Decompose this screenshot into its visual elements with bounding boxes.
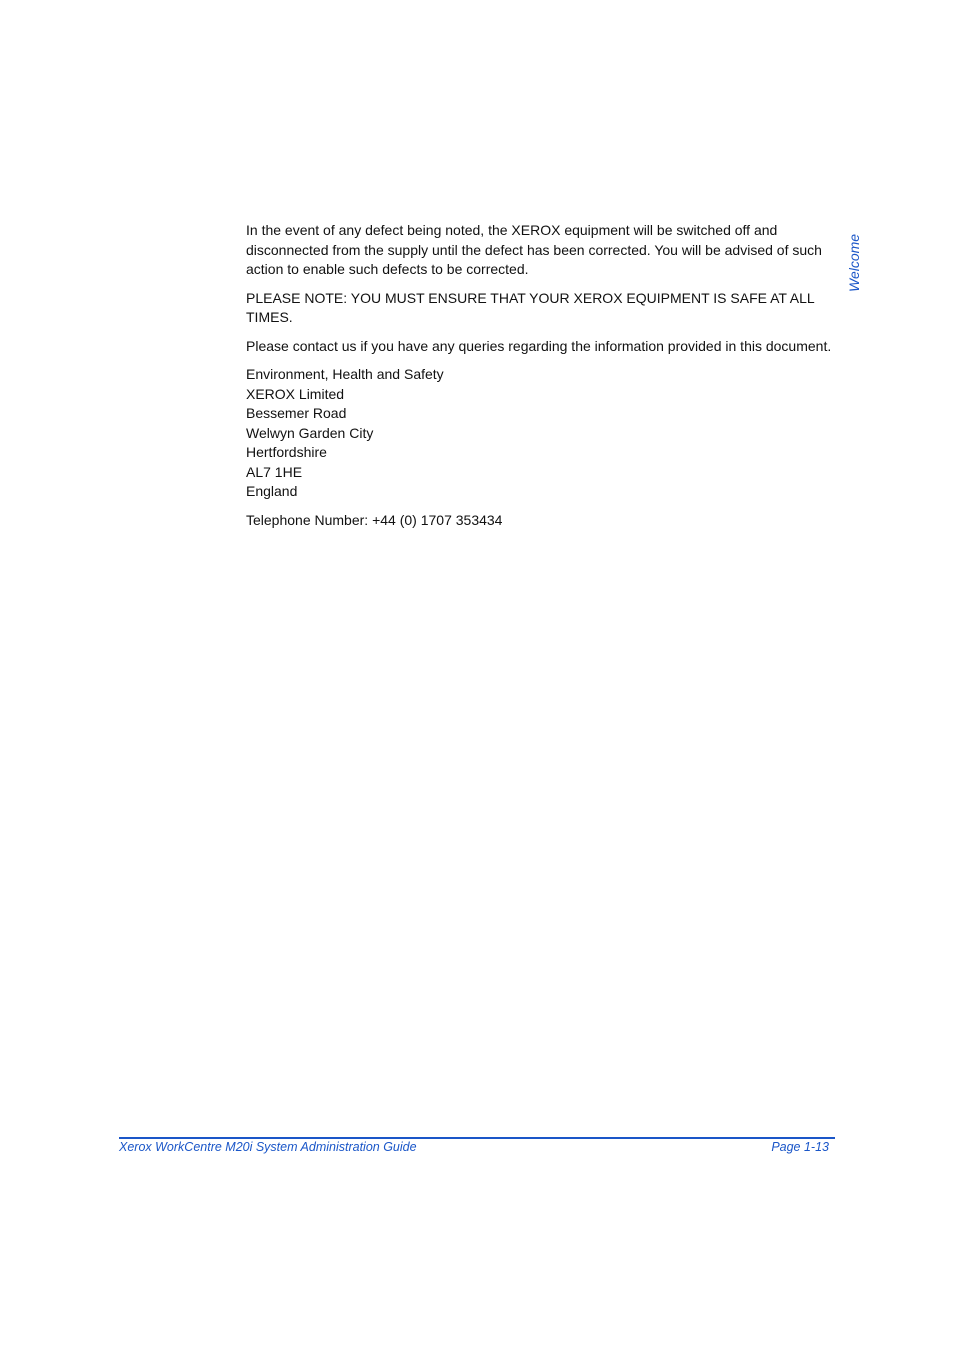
address-line-county: Hertfordshire	[246, 444, 327, 460]
footer-divider	[119, 1137, 835, 1139]
document-body	[246, 221, 838, 539]
telephone-paragraph: Telephone Number: +44 (0) 1707 353434	[246, 511, 503, 528]
address-line-department: Environment, Health and Safety	[246, 366, 444, 382]
side-tab-label: Welcome	[846, 233, 862, 292]
address-line-country: England	[246, 483, 298, 499]
address-line-postcode: AL7 1HE	[246, 463, 303, 480]
safety-note-paragraph: PLEASE NOTE: YOU MUST ENSURE THAT YOUR XEROX EQUIPMENT IS SAFE AT ALL TIMES.	[246, 289, 815, 325]
side-tab	[846, 226, 866, 296]
address-line-company: XEROX Limited	[246, 385, 345, 402]
defect-paragraph: In the event of any defect being noted, the XEROX equipment will be switched off and disconnected from the supply until the defect has been corrected. You will be advised of such action to enable such defects to be corrected.	[246, 222, 822, 277]
footer-guide-title: Xerox WorkCentre M20i System Administration Guide	[119, 1140, 417, 1154]
footer-page-number: Page 1-13	[771, 1140, 829, 1154]
contact-paragraph: Please contact us if you have any queries regarding the information provided in this document.	[246, 337, 832, 354]
address-block	[246, 365, 838, 502]
address-line-street: Bessemer Road	[246, 405, 347, 421]
address-line-city: Welwyn Garden City	[246, 424, 374, 441]
